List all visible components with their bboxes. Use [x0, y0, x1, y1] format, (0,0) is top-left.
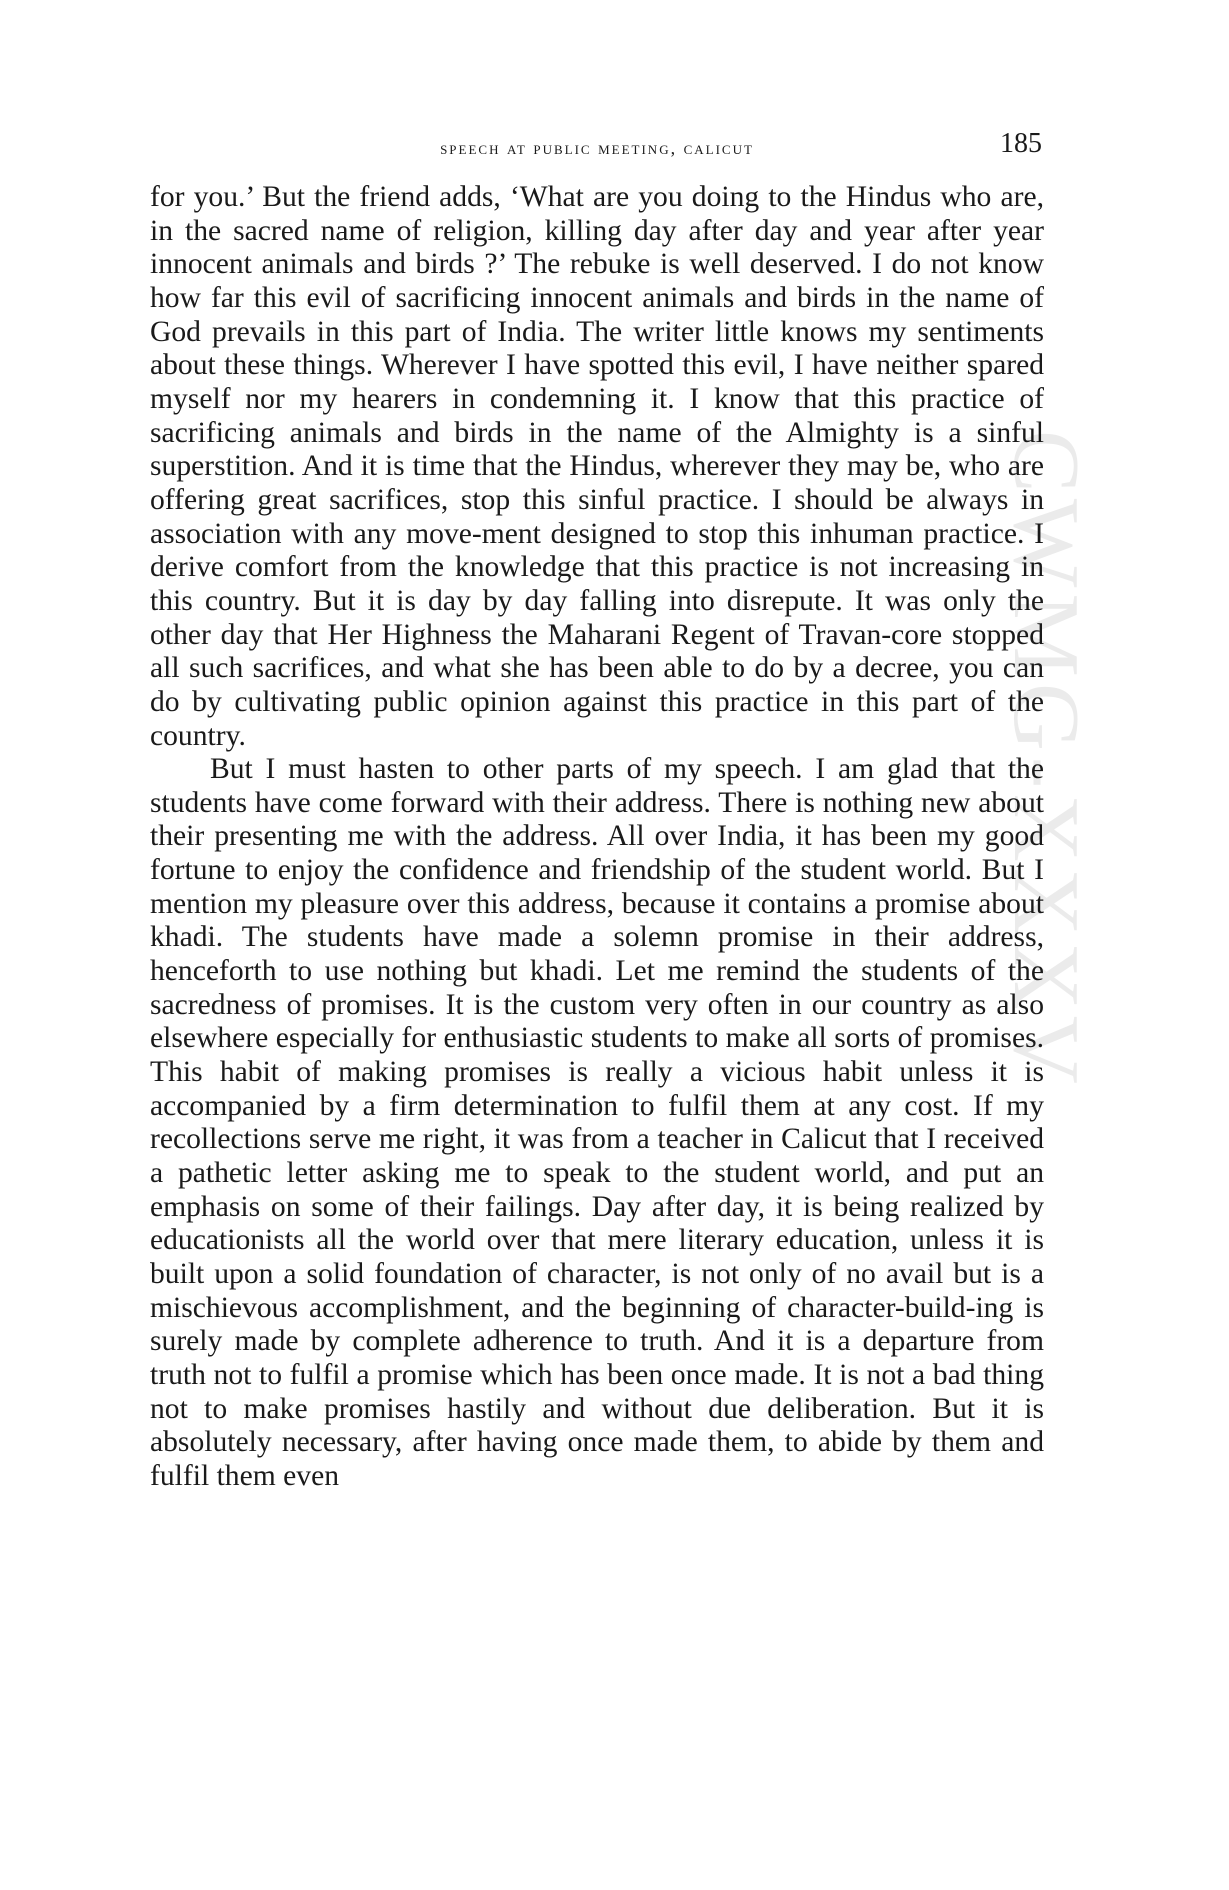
paragraph-continuation: for you.’ But the friend adds, ‘What are you doing to the Hindus who are, in the sacred name of religion, killing day after day and year after year innocent animals and birds ?’ The rebuke is well deserved. I do not know how far this evil of sacrificing innocent animals and birds in the name of God prevails in this part of India. The writer little knows my sentiments about these things. Wherever I have spotted this evil, I have neither spared myself nor my hearers in condemning it. I know that this practice of sacrificing animals and birds in the name of the Almighty is a sinful superstition. And it is time that the Hindus, wherever they may be, who are offering great sacrifices, stop this sinful practice. I should be always in association with any move-ment designed to stop this inhuman practice. I derive comfort from the knowledge that this practice is not increasing in this country. But it is day by day falling into disrepute. It was only the other day that Her Highness the Maharani Regent of Travan-core stopped all such sacrifices, and what she has been able to do by a decree, you can do by cultivating public opinion against this practice in this part of the country. — [150, 181, 1044, 752]
body-text — [150, 181, 1044, 1494]
page-number: 185 — [1000, 128, 1042, 159]
watermark-text: CWMG-XXXV — [994, 430, 1098, 1090]
paragraph-students: But I must hasten to other parts of my speech. I am glad that the students have come forward with their address. There is nothing new about their presenting me with the address. All over India, it has been my good fortune to enjoy the confidence and friendship of the student world. But I mention my pleasure over this address, because it contains a promise about khadi. The students have made a solemn promise in their address, henceforth to use nothing but khadi. Let me remind the students of the sacredness of promises. It is the custom very often in our country as also elsewhere especially for enthusiastic students to make all sorts of promises. This habit of making promises is really a vicious habit unless it is accompanied by a firm determination to fulfil them at any cost. If my recollections serve me right, it was from a teacher in Calicut that I received a pathetic letter asking me to speak to the student world, and put an emphasis on some of their failings. Day after day, it is being realized by educationists all the world over that mere literary education, unless it is built upon a solid foundation of character, is not only of no avail but is a mischievous accomplishment, and the beginning of character-build-ing is surely made by complete adherence to truth. And it is a departure from truth not to fulfil a promise which has been once made. It is not a bad thing not to make promises hastily and without due deliberation. But it is absolutely necessary, after having once made them, to abide by them and fulfil them even — [150, 753, 1044, 1492]
running-head — [150, 128, 1044, 168]
running-title: speech at public meeting, calicut — [440, 138, 754, 158]
